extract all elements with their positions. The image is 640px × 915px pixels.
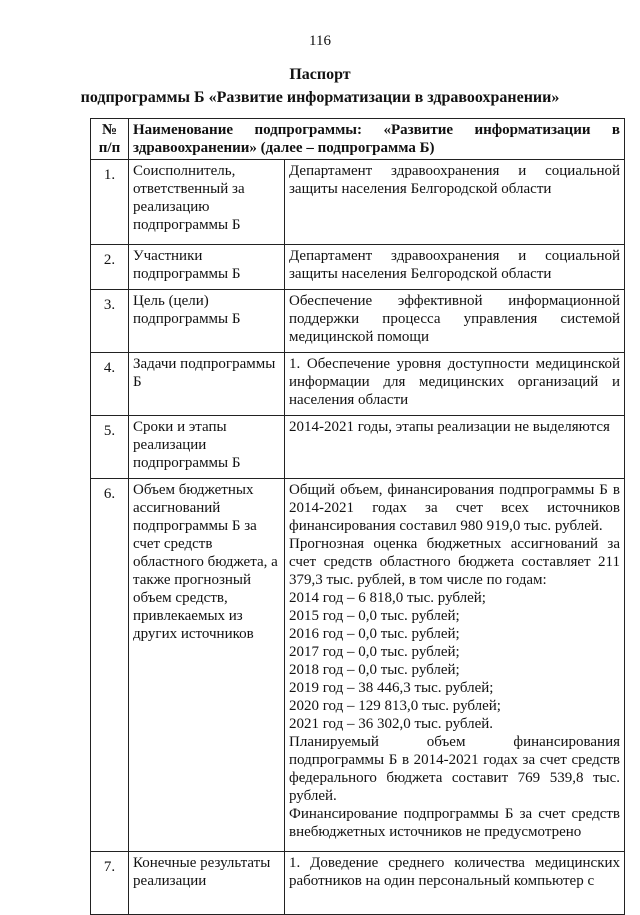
page-number: 116: [309, 33, 331, 49]
row-value-line: 1. Обеспечение уровня доступности медицинской информации для медицинских организаций и населения области: [289, 356, 621, 408]
row-value-line: 2018 год – 0,0 тыс. рублей;: [289, 662, 460, 678]
row-number: 1.: [91, 160, 129, 245]
row-number: 7.: [91, 852, 129, 915]
table-header-row: [91, 119, 625, 160]
row-name: Задачи подпрограммы Б: [129, 353, 285, 416]
row-value-line: 2014-2021 годы, этапы реализации не выделяются: [289, 419, 610, 435]
row-value-line: 2021 год – 36 302,0 тыс. рублей.: [289, 716, 494, 732]
row-value-line: Общий объем, финансирования подпрограммы Б в 2014-2021 годах за счет всех источников финансирования составил 980 919,0 тыс. рублей.: [289, 482, 621, 534]
header-num-cell: № п/п: [91, 119, 129, 160]
row-value: [285, 479, 625, 852]
header-title-cell: Наименование подпрограммы: «Развитие информатизации в здравоохранении» (далее – подпрограмма Б): [129, 119, 625, 160]
row-value-line: 1. Доведение среднего количества медицинских работников на один персональный компьютер с: [289, 855, 621, 889]
row-number: 5.: [91, 416, 129, 479]
row-value-line: 2015 год – 0,0 тыс. рублей;: [289, 608, 460, 624]
row-value-line: Планируемый объем финансирования подпрограммы Б в 2014-2021 годах за счет средств федерального бюджета составит 769 539,8 тыс. рублей.: [289, 734, 621, 804]
row-name: Конечные результаты реализации: [129, 852, 285, 915]
row-name: Участники подпрограммы Б: [129, 245, 285, 290]
row-value-line: 2019 год – 38 446,3 тыс. рублей;: [289, 680, 494, 696]
row-value-line: Прогнозная оценка бюджетных ассигнований за счет средств областного бюджета составляет 211 379,3 тыс. рублей, в том числе по годам:: [289, 536, 621, 588]
table-row: [91, 290, 625, 353]
row-value-line: Департамент здравоохранения и социальной защиты населения Белгородской области: [289, 248, 621, 282]
row-value: [285, 245, 625, 290]
table-row: [91, 245, 625, 290]
table-row: [91, 479, 625, 852]
row-value: [285, 852, 625, 915]
table-row: [91, 852, 625, 915]
row-value-line: Обеспечение эффективной информационной поддержки процесса управления системой медицинской помощи: [289, 293, 621, 345]
row-value-line: 2014 год – 6 818,0 тыс. рублей;: [289, 590, 486, 606]
row-number: 4.: [91, 353, 129, 416]
document-title: Паспорт: [289, 66, 351, 83]
row-value-line: 2016 год – 0,0 тыс. рублей;: [289, 626, 460, 642]
row-value-line: 2020 год – 129 813,0 тыс. рублей;: [289, 698, 501, 714]
row-name: Цель (цели) подпрограммы Б: [129, 290, 285, 353]
row-value-line: 2017 год – 0,0 тыс. рублей;: [289, 644, 460, 660]
document-subtitle: подпрограммы Б «Развитие информатизации в здравоохранении»: [80, 89, 560, 106]
row-value: [285, 353, 625, 416]
row-name: Соисполнитель, ответственный за реализацию подпрограммы Б: [129, 160, 285, 245]
table-row: [91, 353, 625, 416]
row-value-line: Финансирование подпрограммы Б за счет средств внебюджетных источников не предусмотрено: [289, 806, 621, 840]
row-number: 6.: [91, 479, 129, 852]
table-row: [91, 160, 625, 245]
table-row: [91, 416, 625, 479]
row-name: Сроки и этапы реализации подпрограммы Б: [129, 416, 285, 479]
row-number: 2.: [91, 245, 129, 290]
row-value: [285, 290, 625, 353]
row-name: Объем бюджетных ассигнований подпрограммы Б за счет средств областного бюджета, а также прогнозный объем средств, привлекаемых из других источников: [129, 479, 285, 852]
row-value-line: Департамент здравоохранения и социальной защиты населения Белгородской области: [289, 163, 621, 197]
passport-table: [90, 118, 625, 915]
row-value: [285, 160, 625, 245]
row-number: 3.: [91, 290, 129, 353]
row-value: [285, 416, 625, 479]
